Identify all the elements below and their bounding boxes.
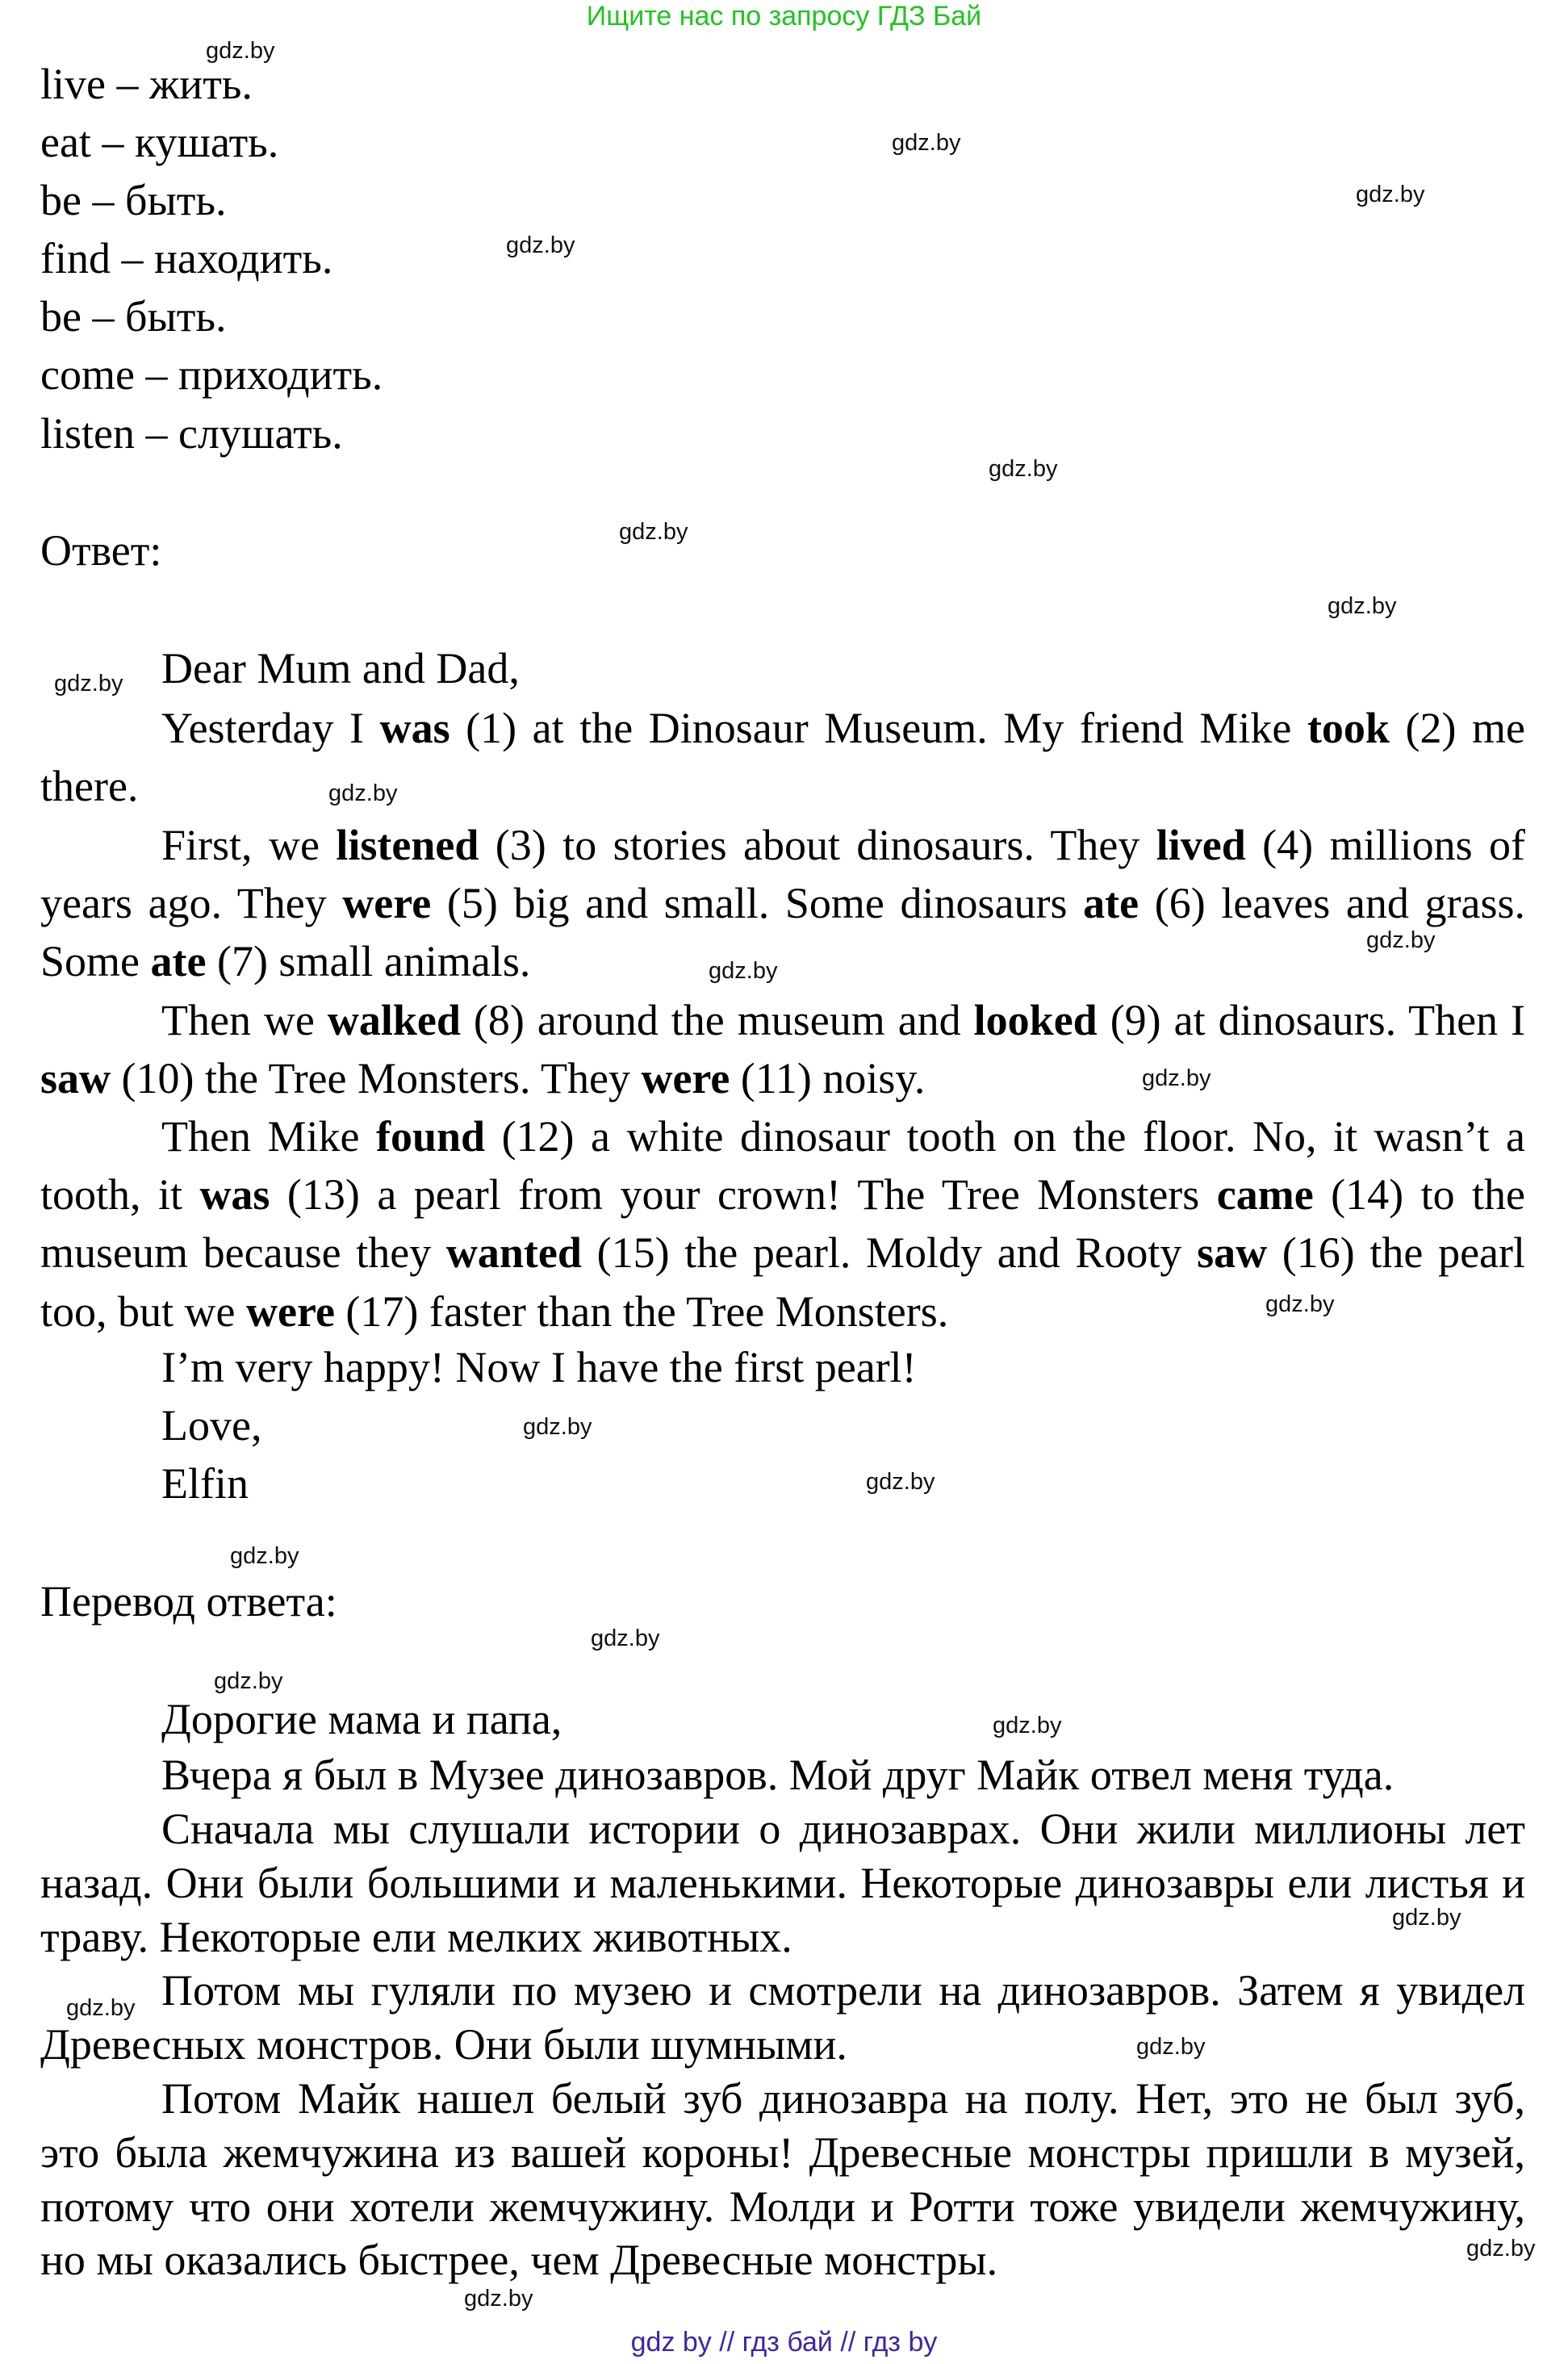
letter-closing-line: I’m very happy! Now I have the first pearl! xyxy=(161,1343,917,1391)
watermark: gdz.by xyxy=(230,1543,299,1569)
letter-signature: Elfin xyxy=(161,1459,249,1508)
watermark: gdz.by xyxy=(993,1713,1062,1738)
vocab-item-1: live – жить. xyxy=(40,60,253,108)
vocab-item-3: be – быть. xyxy=(40,176,227,224)
translation-paragraph-3: Потом мы гуляли по музею и смотрели на динозавров. Затем я увидел Древесных монстров. Они были шумными. xyxy=(40,1966,1525,2069)
letter-paragraph-1: Yesterday I was (1) at the Dinosaur Museum. My friend Mike took (2) me there. xyxy=(40,704,1526,811)
watermark: gdz.by xyxy=(464,2286,533,2312)
watermark: gdz.by xyxy=(989,456,1058,482)
translation-paragraph-1: Вчера я был в Музее динозавров. Мой друг Майк отвел меня туда. xyxy=(161,1751,1394,1799)
letter-paragraph-3: Then we walked (8) around the museum and looked (9) at dinosaurs. Then I saw (10) the Tree Monsters. They were (11) noisy. xyxy=(40,996,1526,1103)
watermark: gdz.by xyxy=(214,1668,283,1694)
translation-greeting: Дорогие мама и папа, xyxy=(161,1695,562,1743)
vocab-item-7: listen – слушать. xyxy=(40,409,343,458)
watermark: gdz.by xyxy=(1356,182,1425,207)
watermark: gdz.by xyxy=(206,38,275,64)
letter-paragraph-2: First, we listened (3) to stories about dinosaurs. They lived (4) millions of years ago. They were (5) big and small. Some dinosaurs ate (6) leaves and grass. Some ate (7) small animals. xyxy=(40,821,1526,986)
watermark: gdz.by xyxy=(523,1414,592,1440)
watermark: gdz.by xyxy=(892,130,961,156)
watermark: gdz.by xyxy=(591,1626,660,1651)
vocab-item-4: find – находить. xyxy=(40,234,333,282)
letter-love: Love, xyxy=(161,1401,262,1450)
watermark: gdz.by xyxy=(866,1469,935,1495)
watermark: gdz.by xyxy=(1328,593,1397,619)
watermark: gdz.by xyxy=(619,519,688,545)
watermark: gdz.by xyxy=(1142,1065,1211,1091)
search-hint-banner: Ищите нас по запросу ГДЗ Бай xyxy=(586,1,982,31)
watermark: gdz.by xyxy=(66,1995,136,2021)
letter-paragraph-4: Then Mike found (12) a white dinosaur tooth on the floor. No, it wasn’t a tooth, it was (13) a pearl from your crown! The Tree Monsters came (14) to the museum because they wanted (15) the pearl. Moldy and Rooty saw (16) the pearl too, but we were (17) faster than the Tree Monsters. xyxy=(40,1112,1525,1336)
watermark: gdz.by xyxy=(1466,2236,1536,2261)
watermark: gdz.by xyxy=(1136,2034,1206,2060)
translation-paragraph-4: Потом Майк нашел белый зуб динозавра на полу. Нет, это не был зуб, это была жемчужина из вашей короны! Древесные монстры пришли в музей, потому что они хотели жемчужину. Молди и Ротти тоже увидели жемчужину, но мы оказались быстрее, чем Древесные монстры. xyxy=(40,2074,1525,2285)
vocab-item-2: eat – кушать. xyxy=(40,118,279,166)
vocab-item-5: be – быть. xyxy=(40,292,227,341)
vocab-item-6: come – приходить. xyxy=(40,350,383,399)
translation-heading: Перевод ответа: xyxy=(40,1577,337,1626)
translation-paragraph-2: Сначала мы слушали истории о динозаврах. Они жили миллионы лет назад. Они были большими и маленькими. Некоторые динозавры ели листья и траву. Некоторые ели мелких животных. xyxy=(40,1805,1525,1961)
watermark: gdz.by xyxy=(54,671,123,697)
watermark: gdz.by xyxy=(1265,1291,1335,1317)
watermark: gdz.by xyxy=(1366,927,1436,953)
watermark: gdz.by xyxy=(709,958,778,984)
watermark: gdz.by xyxy=(506,232,575,258)
watermark: gdz.by xyxy=(1392,1905,1461,1931)
footer-links: gdz by // гдз бай // гдз by xyxy=(630,2327,938,2358)
letter-greeting: Dear Mum and Dad, xyxy=(161,644,520,692)
answer-heading: Ответ: xyxy=(40,526,162,575)
watermark: gdz.by xyxy=(328,780,398,806)
